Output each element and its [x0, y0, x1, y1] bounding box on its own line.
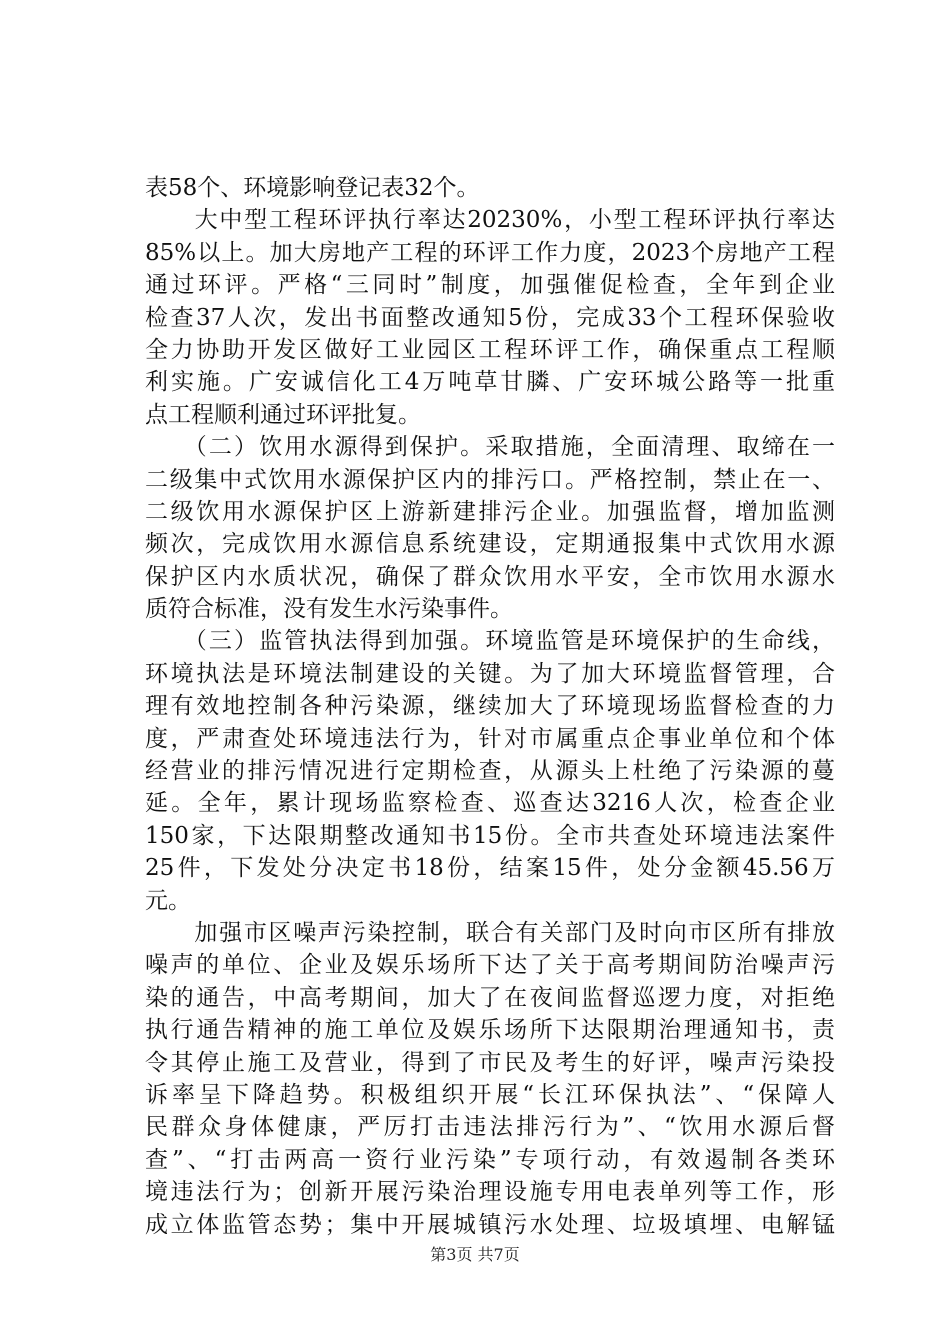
- text-line: 民群众身体健康，严厉打击违法排污行为”、“饮用水源后督: [145, 1114, 835, 1141]
- text-line: 执行通告精神的施工单位及娱乐场所下达限期治理通知书，责: [145, 1017, 835, 1044]
- text-line: 理有效地控制各种污染源，继续加大了环境现场监督检查的力: [145, 693, 835, 720]
- text-line: 保护区内水质状况，确保了群众饮用水平安，全市饮用水源水: [145, 563, 835, 590]
- text-line: 诉率呈下降趋势。积极组织开展“长江环保执法”、“保障人: [145, 1081, 835, 1108]
- text-line: 通过环评。严格“三同时”制度，加强催促检查，全年到企业: [145, 272, 835, 299]
- text-line: 85%以上。加大房地产工程的环评工作力度，2023个房地产工程: [145, 239, 835, 266]
- text-line: 全力协助开发区做好工业园区工程环评工作，确保重点工程顺: [145, 336, 835, 363]
- text-line: 检查37人次，发出书面整改通知5份，完成33个工程环保验收: [145, 304, 835, 331]
- text-line: 大中型工程环评执行率达20230%，小型工程环评执行率达: [145, 207, 835, 234]
- text-line: 境违法行为；创新开展污染治理设施专用电表单列等工作，形: [145, 1179, 835, 1206]
- text-line: 质符合标准，没有发生水污染事件。: [145, 596, 513, 623]
- text-line: 点工程顺利通过环评批复。: [145, 401, 421, 428]
- text-line: 表58个、环境影响登记表32个。: [145, 175, 480, 201]
- text-line: 利实施。广安诚信化工4万吨草甘膦、广安环城公路等一批重: [145, 369, 835, 396]
- text-line: 二级饮用水源保护区上游新建排污企业。加强监督，增加监测: [145, 498, 835, 525]
- text-line: 染的通告，中高考期间，加大了在夜间监督巡逻力度，对拒绝: [145, 984, 835, 1011]
- document-body: [145, 172, 835, 1241]
- text-line: 加强市区噪声污染控制，联合有关部门及时向市区所有排放: [145, 919, 835, 946]
- text-line: 噪声的单位、企业及娱乐场所下达了关于高考期间防治噪声污: [145, 952, 835, 979]
- text-line: 150家，下达限期整改通知书15份。全市共查处环境违法案件: [145, 822, 835, 849]
- text-line: 令其停止施工及营业，得到了市民及考生的好评，噪声污染投: [145, 1049, 835, 1076]
- text-line: （二）饮用水源得到保护。采取措施，全面清理、取缔在一: [145, 434, 835, 461]
- text-line: 成立体监管态势；集中开展城镇污水处理、垃圾填埋、电解锰: [145, 1211, 835, 1238]
- page-number-footer: 第3页 共7页: [430, 1245, 520, 1264]
- text-line: 经营业的排污情况进行定期检查，从源头上杜绝了污染源的蔓: [145, 758, 835, 785]
- text-line: 元。: [145, 887, 191, 914]
- text-line: 频次，完成饮用水源信息系统建设，定期通报集中式饮用水源: [145, 531, 835, 558]
- text-line: 查”、“打击两高一资行业污染”专项行动，有效遏制各类环: [145, 1146, 835, 1173]
- text-line: 25件，下发处分决定书18份，结案15件，处分金额45.56万: [145, 855, 835, 882]
- text-line: （三）监管执法得到加强。环境监管是环境保护的生命线，: [145, 628, 835, 655]
- text-line: 延。全年，累计现场监察检查、巡查达3216人次，检查企业: [145, 790, 835, 817]
- text-line: 二级集中式饮用水源保护区内的排污口。严格控制，禁止在一、: [145, 466, 835, 493]
- text-line: 环境执法是环境法制建设的关键。为了加大环境监督管理，合: [145, 660, 835, 687]
- text-line: 度，严肃查处环境违法行为，针对市属重点企事业单位和个体: [145, 725, 835, 752]
